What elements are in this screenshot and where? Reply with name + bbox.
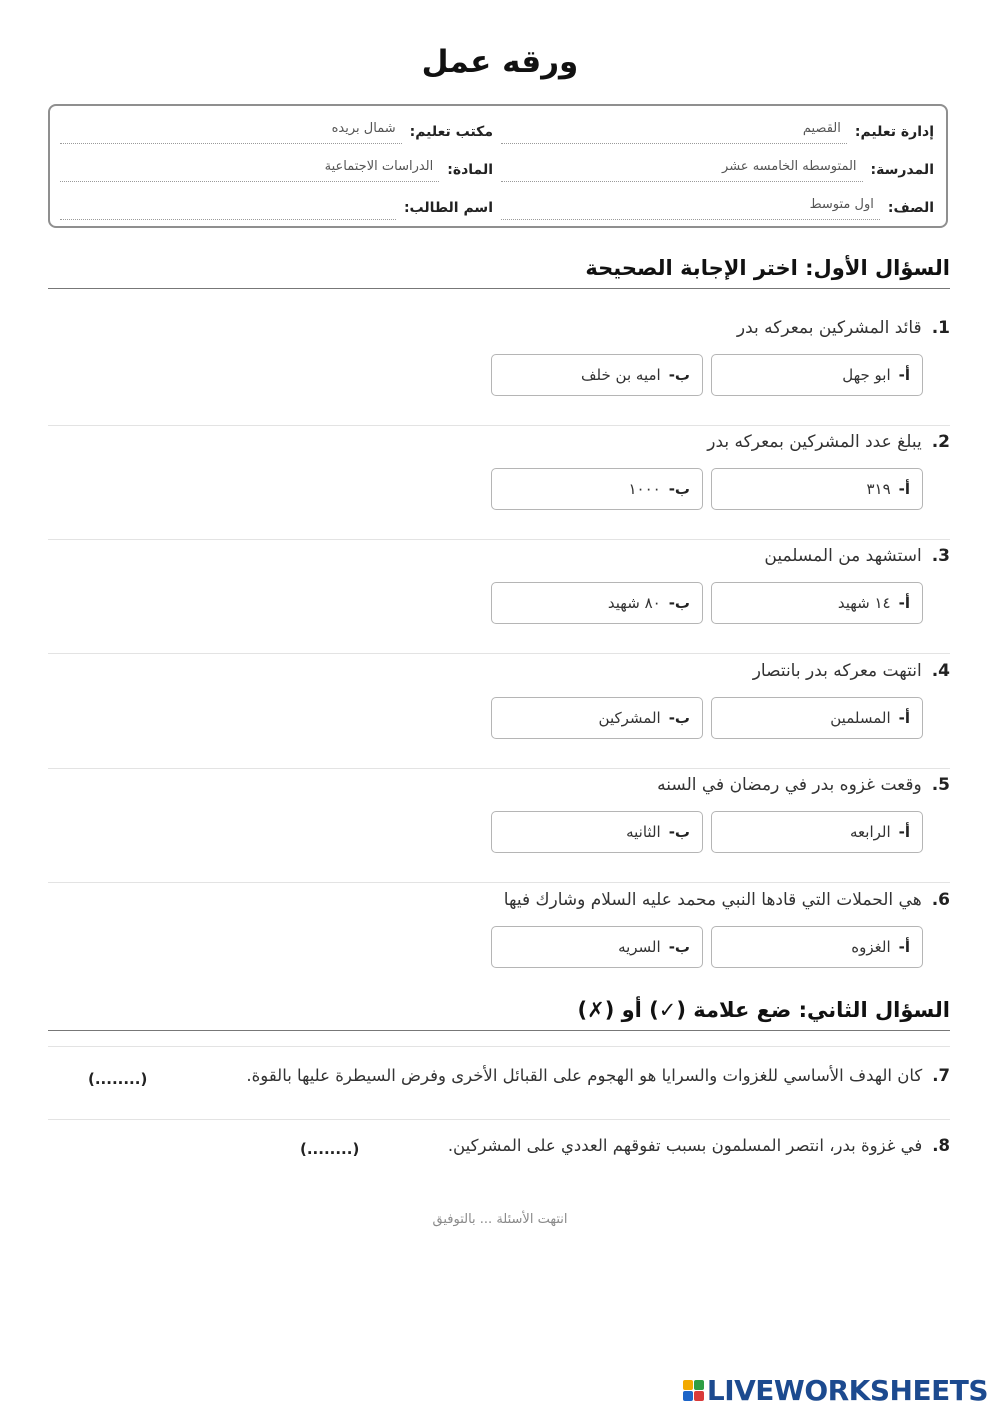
question-1-prompt: قائد المشركين بمعركه بدر xyxy=(736,318,922,338)
brand-text: LIVEWORKSHEETS xyxy=(706,1373,988,1407)
option-label: الثانيه xyxy=(626,823,661,841)
education-department-label: إدارة تعليم: xyxy=(854,124,934,140)
question-3-option-b[interactable] xyxy=(491,582,703,624)
option-label: ابو جهل xyxy=(842,366,891,384)
option-letter: ب- xyxy=(668,594,690,612)
question-1-number: 1. xyxy=(931,318,950,338)
question-3-number: 3. xyxy=(931,546,950,566)
option-label: الغزوه xyxy=(851,938,891,956)
question-6-text xyxy=(504,890,950,910)
end-note: انتهت الأسئلة ... بالتوفيق xyxy=(432,1212,568,1227)
grade-field xyxy=(501,192,934,220)
option-letter: ب- xyxy=(668,938,690,956)
question-5-option-b[interactable] xyxy=(491,811,703,853)
true-false-item-8 xyxy=(48,1120,950,1190)
option-label: الرابعه xyxy=(849,823,891,841)
option-letter: أ- xyxy=(898,938,910,956)
question-3-option-a[interactable] xyxy=(711,582,923,624)
option-label: السريه xyxy=(618,938,661,956)
logo-square-4 xyxy=(694,1391,704,1401)
option-letter: ب- xyxy=(668,823,690,841)
question-6-option-b[interactable] xyxy=(491,926,703,968)
option-letter: ب- xyxy=(668,480,690,498)
section-1-heading: السؤال الأول: اختر الإجابة الصحيحة xyxy=(48,256,950,289)
question-2-number: 2. xyxy=(931,432,950,452)
question-4-option-b[interactable] xyxy=(491,697,703,739)
education-office-label: مكتب تعليم: xyxy=(409,124,493,140)
question-3 xyxy=(48,540,950,654)
question-6-option-a[interactable] xyxy=(711,926,923,968)
school-value[interactable]: المتوسطه الخامسه عشر xyxy=(501,158,863,182)
question-3-text xyxy=(764,546,950,566)
grade-value[interactable]: اول متوسط xyxy=(501,196,880,220)
education-office-value[interactable]: شمال بريده xyxy=(60,120,402,144)
option-label: اميه بن خلف xyxy=(581,366,661,384)
question-4-text xyxy=(753,661,950,681)
info-row-3 xyxy=(60,190,934,220)
option-label: ١٤ شهيد xyxy=(837,594,891,612)
true-false-item-7 xyxy=(48,1050,950,1120)
question-1-option-a[interactable] xyxy=(711,354,923,396)
student-info-box xyxy=(48,104,948,228)
question-2-option-a[interactable] xyxy=(711,468,923,510)
subject-field xyxy=(60,154,493,182)
option-label: ٣١٩ xyxy=(866,480,891,498)
item-7-statement: كان الهدف الأساسي للغزوات والسرايا هو الهجوم على القبائل الأخرى وفرض السيطرة عليها بالقوة. xyxy=(246,1066,923,1085)
question-5-number: 5. xyxy=(931,775,950,795)
question-5-prompt: وقعت غزوه بدر في رمضان في السنه xyxy=(657,775,922,795)
worksheet-title: ورقه عمل xyxy=(421,44,579,80)
logo-square-1 xyxy=(683,1380,693,1390)
question-2-option-b[interactable] xyxy=(491,468,703,510)
subject-value[interactable]: الدراسات الاجتماعية xyxy=(60,158,439,182)
option-letter: أ- xyxy=(898,480,910,498)
student-name-field xyxy=(60,192,493,220)
item-7-number: 7. xyxy=(932,1066,950,1085)
section-2-divider xyxy=(48,1046,950,1047)
question-1-text xyxy=(737,318,950,338)
question-5-option-a[interactable] xyxy=(711,811,923,853)
option-letter: أ- xyxy=(898,594,910,612)
option-letter: أ- xyxy=(898,366,910,384)
grade-label: الصف: xyxy=(887,200,934,216)
question-2 xyxy=(48,426,950,540)
education-department-value[interactable]: القصيم xyxy=(501,120,847,144)
question-2-prompt: يبلغ عدد المشركين بمعركه بدر xyxy=(707,432,922,452)
education-office-field xyxy=(60,116,493,144)
info-row-1 xyxy=(60,114,934,144)
section-2-heading: السؤال الثاني: ضع علامة (✓) أو (✗) xyxy=(48,998,950,1031)
question-4 xyxy=(48,655,950,769)
liveworksheets-logo-icon xyxy=(683,1380,704,1401)
student-name-label: اسم الطالب: xyxy=(403,200,493,216)
item-8-statement: في غزوة بدر، انتصر المسلمون بسبب تفوقهم العددي على المشركين. xyxy=(447,1136,923,1155)
question-4-prompt: انتهت معركه بدر بانتصار xyxy=(752,661,922,681)
option-label: ٨٠ شهيد xyxy=(607,594,661,612)
item-7-answer-blank[interactable]: (........) xyxy=(88,1070,148,1088)
question-2-text xyxy=(707,432,950,452)
question-4-option-a[interactable] xyxy=(711,697,923,739)
option-letter: ب- xyxy=(668,709,690,727)
question-1-option-b[interactable] xyxy=(491,354,703,396)
question-4-number: 4. xyxy=(931,661,950,681)
school-label: المدرسة: xyxy=(870,162,934,178)
school-field xyxy=(501,154,934,182)
question-5-text xyxy=(657,775,950,795)
question-5 xyxy=(48,769,950,883)
liveworksheets-brand[interactable] xyxy=(683,1372,988,1408)
education-department-field xyxy=(501,116,934,144)
student-name-input[interactable] xyxy=(60,196,396,220)
logo-square-3 xyxy=(683,1391,693,1401)
logo-square-2 xyxy=(694,1380,704,1390)
item-7-text xyxy=(246,1066,950,1085)
question-6-number: 6. xyxy=(931,890,950,910)
item-8-text xyxy=(448,1136,950,1155)
option-letter: ب- xyxy=(668,366,690,384)
question-1 xyxy=(48,312,950,426)
question-6 xyxy=(48,884,950,998)
option-label: المسلمين xyxy=(830,709,891,727)
option-label: ١٠٠٠ xyxy=(628,480,661,498)
option-letter: أ- xyxy=(898,823,910,841)
item-8-answer-blank[interactable]: (........) xyxy=(300,1140,360,1158)
info-row-2 xyxy=(60,152,934,182)
question-3-prompt: استشهد من المسلمين xyxy=(764,546,922,566)
subject-label: المادة: xyxy=(447,162,493,178)
question-6-prompt: هي الحملات التي قادها النبي محمد عليه السلام وشارك فيها xyxy=(503,890,922,910)
option-letter: أ- xyxy=(898,709,910,727)
option-label: المشركين xyxy=(598,709,661,727)
item-8-number: 8. xyxy=(932,1136,950,1155)
